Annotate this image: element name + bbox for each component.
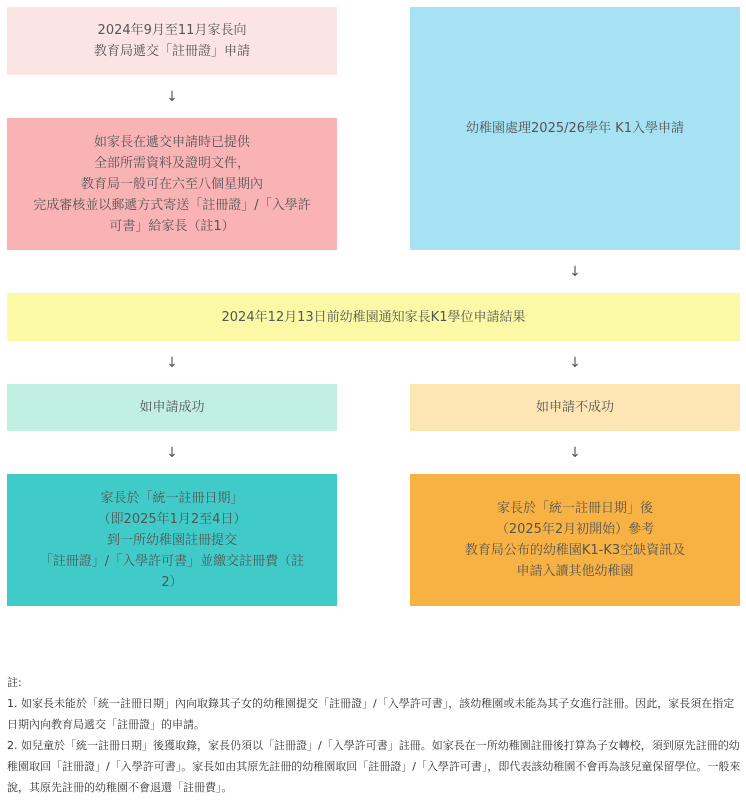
step-result-box xyxy=(7,293,740,341)
branch-success-label: 如申請成功 xyxy=(139,400,205,415)
step-result-line: 2024年12月13日前幼稚園通知家長K1學位申請結果 xyxy=(221,309,526,325)
step-edb-line: 可書」給家長（註1） xyxy=(109,218,235,234)
note-1: 1. 如家長未能於「統一註冊日期」內向取錄其子女的幼稚園提交「註冊證」/「入學許可書」，該幼稚園或未能為其子女進行註冊。因此，家長須在指定日期內向教育局遞交「註冊證」的申請。 xyxy=(7,697,735,731)
footnotes xyxy=(7,672,742,798)
step-kg-line: 幼稚園處理2025/26學年 K1入學申請 xyxy=(466,121,684,136)
step-request-box xyxy=(7,7,337,75)
down-arrow-icon: ↓ xyxy=(569,445,581,461)
down-arrow-icon: ↓ xyxy=(569,355,581,371)
branch-fail-label: 如申請不成功 xyxy=(535,400,614,415)
step-edb-line: 全部所需資料及證明文件， xyxy=(93,155,250,171)
down-arrow-icon: ↓ xyxy=(569,264,581,280)
success-action-line: （即2025年1月2至4日） xyxy=(97,511,247,527)
step-edb-line: 如家長在遞交申請時已提供 xyxy=(93,134,250,150)
branch-success-box xyxy=(7,384,337,431)
success-action-line: 「註冊證」/「入學許可書」並繳交註冊費（註 xyxy=(39,553,305,569)
step-edb-process-box xyxy=(7,118,337,250)
down-arrow-icon: ↓ xyxy=(166,89,178,105)
fail-action-line: 家長於「統一註冊日期」後 xyxy=(496,501,653,516)
success-action-line: 家長於「統一註冊日期」 xyxy=(100,490,244,506)
down-arrow-icon: ↓ xyxy=(166,355,178,371)
fail-action-line: 申請入讀其他幼稚園 xyxy=(516,564,634,579)
step-request-line: 2024年9月至11月家長向 xyxy=(97,23,247,38)
down-arrow-icon: ↓ xyxy=(166,445,178,461)
notes-heading: 註: xyxy=(7,676,22,689)
step-request-line: 教育局遞交「註冊證」申請 xyxy=(93,44,250,59)
success-action-line: 2） xyxy=(161,574,183,590)
success-action-line: 到一所幼稚園註冊提交 xyxy=(106,532,237,548)
step-edb-line: 教育局一般可在六至八個星期內 xyxy=(80,176,263,192)
success-action-box xyxy=(7,474,337,606)
step-edb-line: 完成審核並以郵遞方式寄送「註冊證」/「入學許 xyxy=(33,197,311,213)
fail-action-box xyxy=(410,474,740,606)
fail-action-line: 教育局公布的幼稚園K1-K3空缺資訊及 xyxy=(464,543,686,558)
fail-action-line: （2025年2月初開始）參考 xyxy=(495,522,655,537)
note-2: 2. 如兒童於「統一註冊日期」後獲取錄，家長仍須以「註冊證」/「入學許可書」註冊。如家長在一所幼稚園註冊後打算為子女轉校，須到原先註冊的幼稚園取回「註冊證」/「入學許可書」。家長如由其原先註冊的幼稚園取回「註冊證」/「入學許可書」，即代表該幼稚園不會再為該兒童保留學位。一般來說，其原先註冊的幼稚園不會退還「註冊費」。 xyxy=(7,739,741,794)
branch-fail-box xyxy=(410,384,740,431)
step-kg-process-box xyxy=(410,7,740,250)
